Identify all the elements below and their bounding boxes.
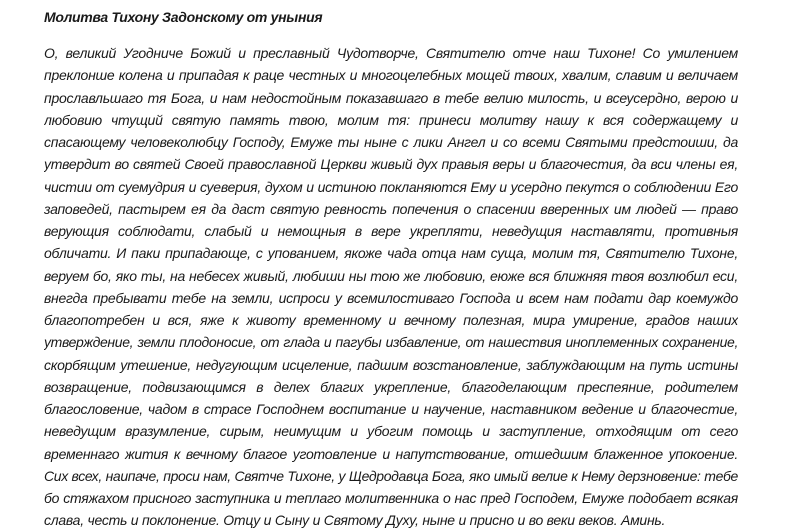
text-line: возвращение, подвизающимся в делех благих укрепление, благоделающим преспеяние, родителем [44,378,738,395]
text-line: внегда пребывати тебе на земли, испроси у всемилостиваго Господа и всем нам подати дар коемуждо [44,289,738,306]
text-line: веруем бо, яко ты, на небесех живый, любиши ны тою же любовию, еюже вся ближняя твоя возлюбил еси, [44,267,738,284]
text-line: чистии от суемудрия и суеверия, духом и истиною покланяются Ему и усердно пекутся о соблюдении Его [44,178,738,195]
text-line: благопотребен и вся, яже к животу временному и вечному полезная, мира умирение, градов наших [44,312,738,328]
text-line: спасающему человеколюбцу Господу, Емуже ты ныне с лики Ангел и со всеми Святыми предстоиши, да [44,134,738,150]
text-line: утвердит во святей Своей православной Церкви живый дух правыя веры и благочестия, да вси члены ея, [44,156,738,173]
text-line: преклонше колена и припадая к раце честных и многоцелебных мощей твоих, хвалим, славим и величаем [44,67,738,84]
text-line: слава, честь и поклонение. Отцу и Сыну и Святому Духу, ныне и присно и во веки веков. Аминь. [44,512,666,529]
text-line: заповедей, пастырем ея да даст святую ревность попечения о спасении вверенных им людей — право [44,200,738,217]
text-line: неведущим вразумление, сирым, неимущим и убогим помощь и заступление, отходящим от сего [44,423,738,440]
text-line: утверждение, земли плодоносие, от глада и пагубы избавление, от нашествия иноплеменных сохранение, [44,334,738,351]
text-line: скорбящим утешение, недугующим исцеление, падшим возстановление, заблуждающим на путь истины [44,356,738,373]
text-line: Сих всех, наипаче, проси нам, Святче Тихоне, у Щедродавца Бога, яко имый велие к Нему дерзновение: тебе [44,467,738,484]
text-line: прославльшаго тя Бога, и нам недостойным показавшаго в тебе велию милость, и всеусердно, верою и [44,89,738,106]
text-line: верующия соблюдати, слабый и немощныя в вере укрепляти, неведущия наставляти, противныя [44,223,738,239]
text-line: О, великий Угодниче Божий и преславный Чудотворче, Святителю отче наш Тихоне! Со умилением [44,45,738,61]
text-line: временнаго жития к вечному благое уготовление и напутствование, отшедшим блаженное упокоение. [44,445,738,462]
text-line: любовию чтущий святую память твою, молим тя: принеси молитву нашу к вся содержащему и [44,111,738,128]
text-line: бо стяжахом присного заступника и теплаго молитвенника о нас пред Господем, Емуже подобает всякая [44,490,738,506]
text-line: благословение, чадом в страсе Господнем воспитание и научение, наставником ведение и благочестие, [44,401,738,417]
document-title: Молитва Тихону Задонскому от уныния [44,9,323,25]
text-line: обличати. И паки припадающе, с упованием, якоже чада отца нам суща, молим тя, Святителю Тихоне, [44,245,738,262]
prayer-text [44,42,738,532]
